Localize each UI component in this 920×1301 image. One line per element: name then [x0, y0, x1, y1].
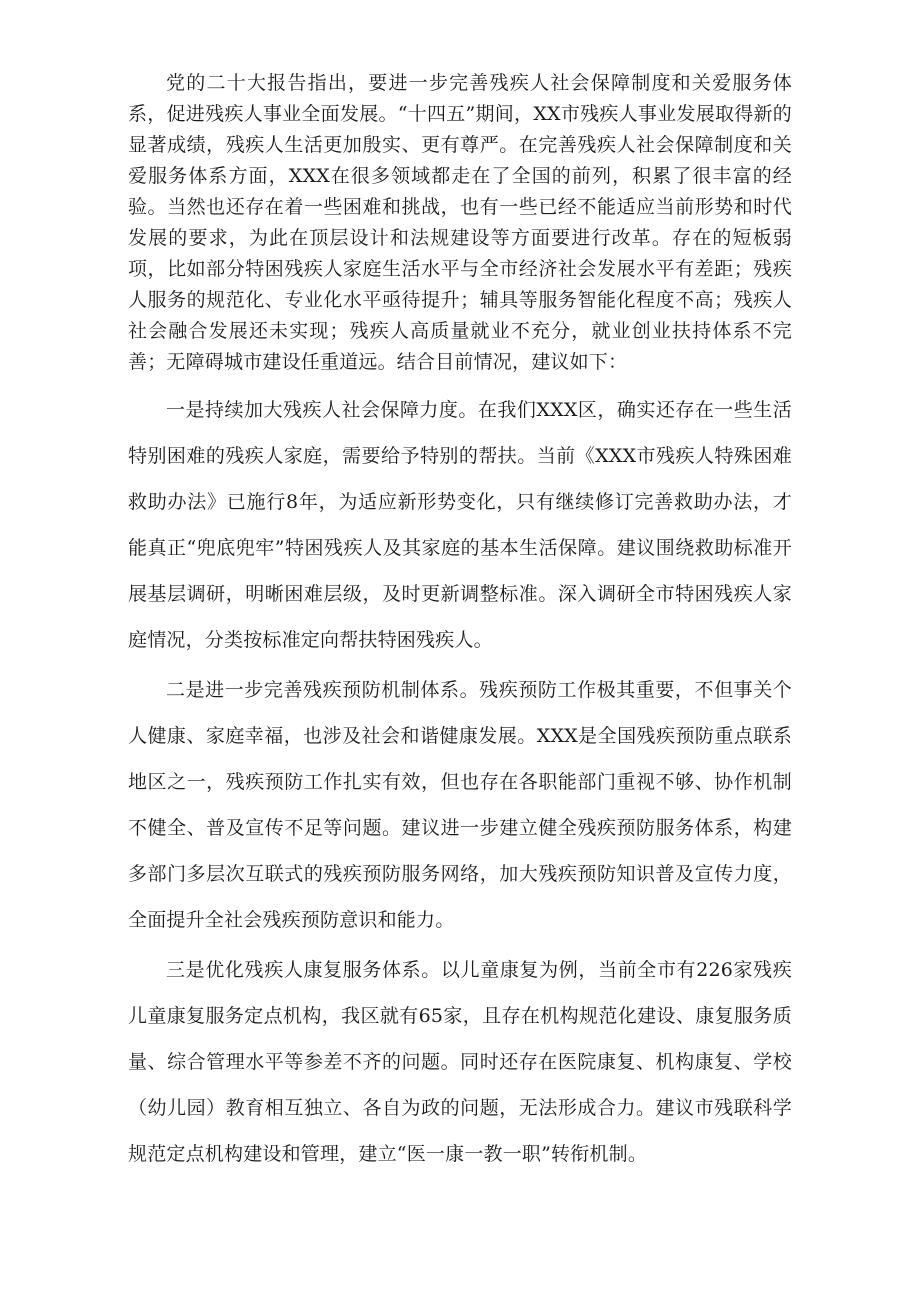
paragraph-point-one: 一是持续加大残疾人社会保障力度。在我们XXX区，确实还存在一些生活特别困难的残疾人家庭，需要给予特别的帮扶。当前《XXX市残疾人特殊困难救助办法》已施行8年，为适应新形势变化，只有继续修订完善救助办法，才能真正“兜底兜牢”特困残疾人及其家庭的基本生活保障。建议围绕救助标准开展基层调研，明晰困难层级，及时更新调整标准。深入调研全市特困残疾人家庭情况，分类按标准定向帮扶特困残疾人。	[128, 399, 792, 651]
paragraph-point-three: 三是优化残疾人康复服务体系。以儿童康复为例，当前全市有226家残疾儿童康复服务定点机构，我区就有65家，且存在机构规范化建设、康复服务质量、综合管理水平等参差不齐的问题。同时还存在医院康复、机构康复、学校（幼儿园）教育相互独立、各自为政的问题，无法形成合力。建议市残联科学规范定点机构建设和管理，建立“医一康一教一职”转衔机制。	[128, 959, 792, 1165]
paragraph-point-two: 二是进一步完善残疾预防机制体系。残疾预防工作极其重要，不但事关个人健康、家庭幸福，也涉及社会和谐健康发展。XXX是全国残疾预防重点联系地区之一，残疾预防工作扎实有效，但也存在各职能部门重视不够、协作机制不健全、普及宣传不足等问题。建议进一步建立健全残疾预防服务体系，构建多部门多层次互联式的残疾预防服务网络，加大残疾预防知识普及宣传力度，全面提升全社会残疾预防意识和能力。	[128, 679, 792, 931]
document-body	[128, 68, 792, 1181]
paragraph-intro: 党的二十大报告指出，要进一步完善残疾人社会保障制度和关爱服务体系，促进残疾人事业全面发展。“十四五”期间，XX市残疾人事业发展取得新的显著成绩，残疾人生活更加殷实、更有尊严。在完善残疾人社会保障制度和关爱服务体系方面，XXX在很多领域都走在了全国的前列，积累了很丰富的经验。当然也还存在着一些困难和挑战，也有一些已经不能适应当前形势和时代发展的要求，为此在顶层设计和法规建设等方面要进行改革。存在的短板弱项，比如部分特困残疾人家庭生活水平与全市经济社会发展水平有差距；残疾人服务的规范化、专业化水平亟待提升；辅具等服务智能化程度不高；残疾人社会融合发展还未实现；残疾人高质量就业不充分，就业创业扶持体系不完善；无障碍城市建设任重道远。结合目前情况，建议如下：	[128, 72, 792, 373]
